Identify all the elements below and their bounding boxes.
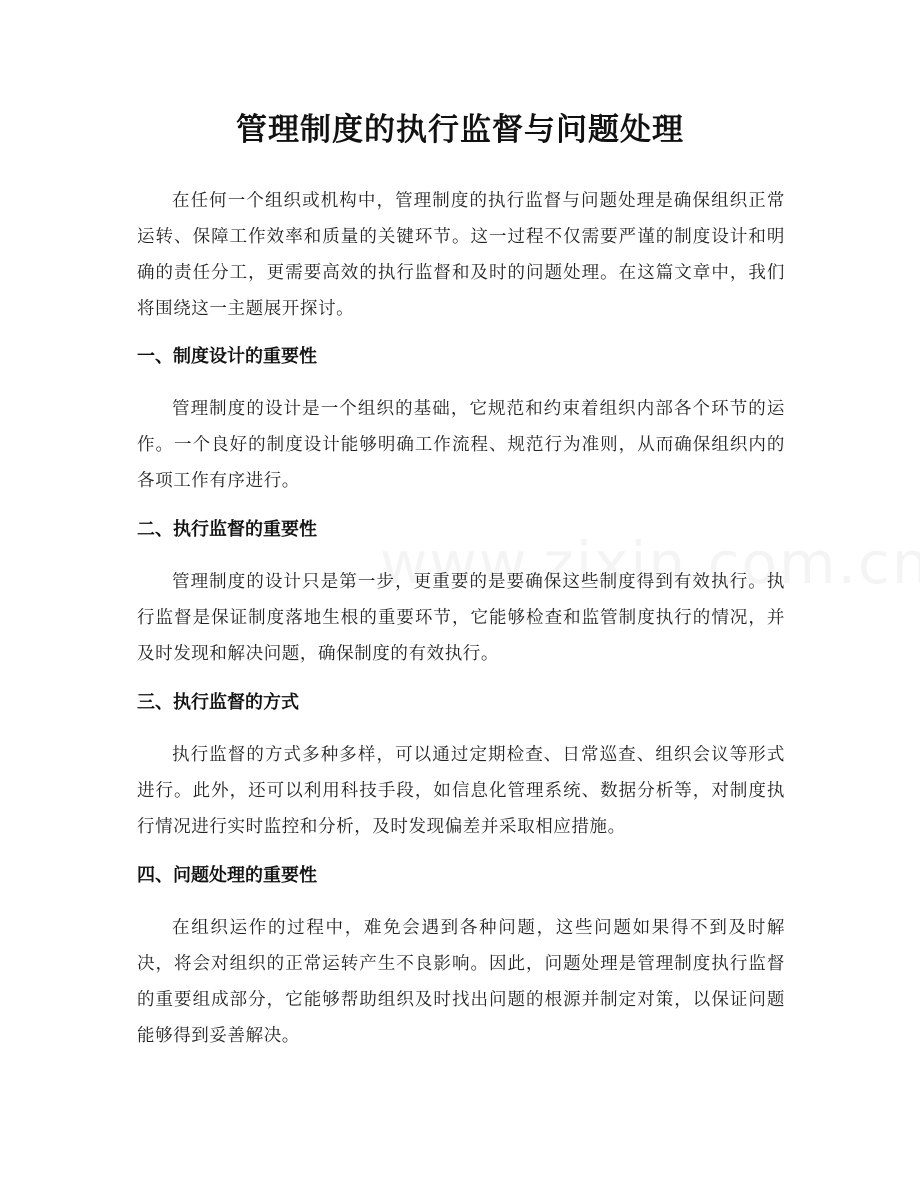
section-body-3: 执行监督的方式多种多样，可以通过定期检查、日常巡查、组织会议等形式进行。此外，还可以利用科技手段，如信息化管理系统、数据分析等，对制度执行情况进行实时监控和分析，及时发现偏差并采取相应措施。	[137, 745, 785, 837]
section-heading-1: 一、制度设计的重要性	[137, 346, 317, 367]
section-body-1: 管理制度的设计是一个组织的基础，它规范和约束着组织内部各个环节的运作。一个良好的制度设计能够明确工作流程、规范行为准则，从而确保组织内的各项工作有序进行。	[137, 399, 785, 491]
section-body-4: 在组织运作的过程中，难免会遇到各种问题，这些问题如果得不到及时解决，将会对组织的正常运转产生不良影响。因此，问题处理是管理制度执行监督的重要组成部分，它能够帮助组织及时找出问题的根源并制定对策，以保证问题能够得到妥善解决。	[137, 918, 785, 1046]
section-heading-4: 四、问题处理的重要性	[137, 865, 317, 886]
section-body-2: 管理制度的设计只是第一步，更重要的是要确保这些制度得到有效执行。执行监督是保证制度落地生根的重要环节，它能够检查和监管制度执行的情况，并及时发现和解决问题，确保制度的有效执行。	[137, 572, 785, 664]
section-heading-2: 二、执行监督的重要性	[137, 519, 317, 540]
intro-paragraph: 在任何一个组织或机构中，管理制度的执行监督与问题处理是确保组织正常运转、保障工作效率和质量的关键环节。这一过程不仅需要严谨的制度设计和明确的责任分工，更需要高效的执行监督和及时的问题处理。在这篇文章中，我们将围绕这一主题展开探讨。	[137, 191, 785, 319]
page-title: 管理制度的执行监督与问题处理	[236, 112, 684, 148]
section-heading-3: 三、执行监督的方式	[137, 692, 299, 713]
